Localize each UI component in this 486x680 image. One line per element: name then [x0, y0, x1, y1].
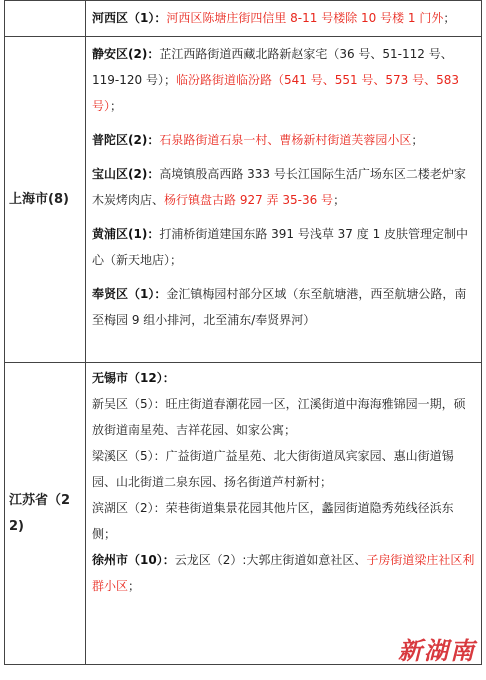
highlighted-address: 子房街道梁庄社区利群小区 [92, 553, 475, 593]
district-entry [92, 127, 475, 153]
highlighted-address: 杨行镇盘古路 927 弄 35-36 号 [164, 193, 334, 207]
address-text: 高境镇殷高西路 333 号长江国际生活广场东区二楼老炉家木炭烤肉店、 [92, 167, 466, 207]
district-heading: 奉贤区（1）： [92, 287, 167, 301]
district-list-cell [86, 37, 482, 363]
address-text: 滨湖区（2）：荣巷街道集景花园其他片区，蠡园街道隐秀苑线径浜东侧； [92, 501, 454, 541]
district-entry [92, 41, 475, 119]
address-text: ； [411, 133, 424, 147]
table-row [5, 37, 482, 363]
province-cell: 江苏省（2 2) [5, 363, 86, 665]
district-entry [92, 547, 475, 599]
district-entry [92, 5, 475, 31]
district-entry [92, 365, 475, 391]
district-heading: 徐州市（10）： [92, 553, 175, 567]
address-text: 芷江西路街道西藏北路新赵家宅（36 号、51-112 号、119-120 号）； [92, 47, 453, 87]
district-entry [92, 495, 475, 547]
address-text: ； [128, 579, 141, 593]
district-entry [92, 221, 475, 273]
notice-table [4, 0, 482, 665]
address-text: ； [443, 11, 456, 25]
table-body [5, 1, 482, 665]
district-entry [92, 281, 475, 333]
address-text: 金汇镇梅园村部分区域（东至航塘港，西至航塘公路，南至梅园 9 组小排河，北至浦东/奉贤界河） [92, 287, 467, 327]
highlighted-address: 石泉路街道石泉一村、曹杨新村街道芙蓉园小区 [159, 133, 412, 147]
address-text: ； [333, 193, 346, 207]
table-row [5, 1, 482, 37]
address-text: 新吴区（5）：旺庄街道春潮花园一区，江溪街道中海海雅锦园一期，硕放街道南星苑、吉祥花园、如家公寓； [92, 397, 466, 437]
address-text: ； [110, 99, 123, 113]
province-cell [5, 1, 86, 37]
district-heading: 河西区（1）： [92, 11, 167, 25]
district-list-cell [86, 363, 482, 665]
district-heading: 静安区(2)： [92, 47, 160, 61]
district-entry [92, 443, 475, 495]
district-entry [92, 161, 475, 213]
district-heading: 普陀区(2)： [92, 133, 160, 147]
district-heading: 黄浦区(1)： [92, 227, 160, 241]
district-heading: 宝山区(2)： [92, 167, 160, 181]
watermark-logo: 新湖南 [398, 636, 476, 665]
highlighted-address: 临汾路街道临汾路（541 号、551 号、573 号、583 号） [92, 73, 460, 113]
district-entry [92, 391, 475, 443]
district-heading: 无锡市（12）： [92, 371, 175, 385]
address-text: 打浦桥街道建国东路 391 号浅草 37 度 1 皮肤管理定制中心（新天地店）； [92, 227, 469, 267]
province-cell: 上海市(8) [5, 37, 86, 363]
table-row [5, 363, 482, 665]
highlighted-address: 河西区陈塘庄街四信里 8-11 号楼除 10 号楼 1 门外 [166, 11, 444, 25]
district-list-cell [86, 1, 482, 37]
address-text: 云龙区（2）:大郭庄街道如意社区、 [174, 553, 367, 567]
address-text: 梁溪区（5）：广益街道广益星苑、北大街街道凤宾家园、惠山街道锡园、山北街道二泉东园、扬名街道芦村新村； [92, 449, 454, 489]
